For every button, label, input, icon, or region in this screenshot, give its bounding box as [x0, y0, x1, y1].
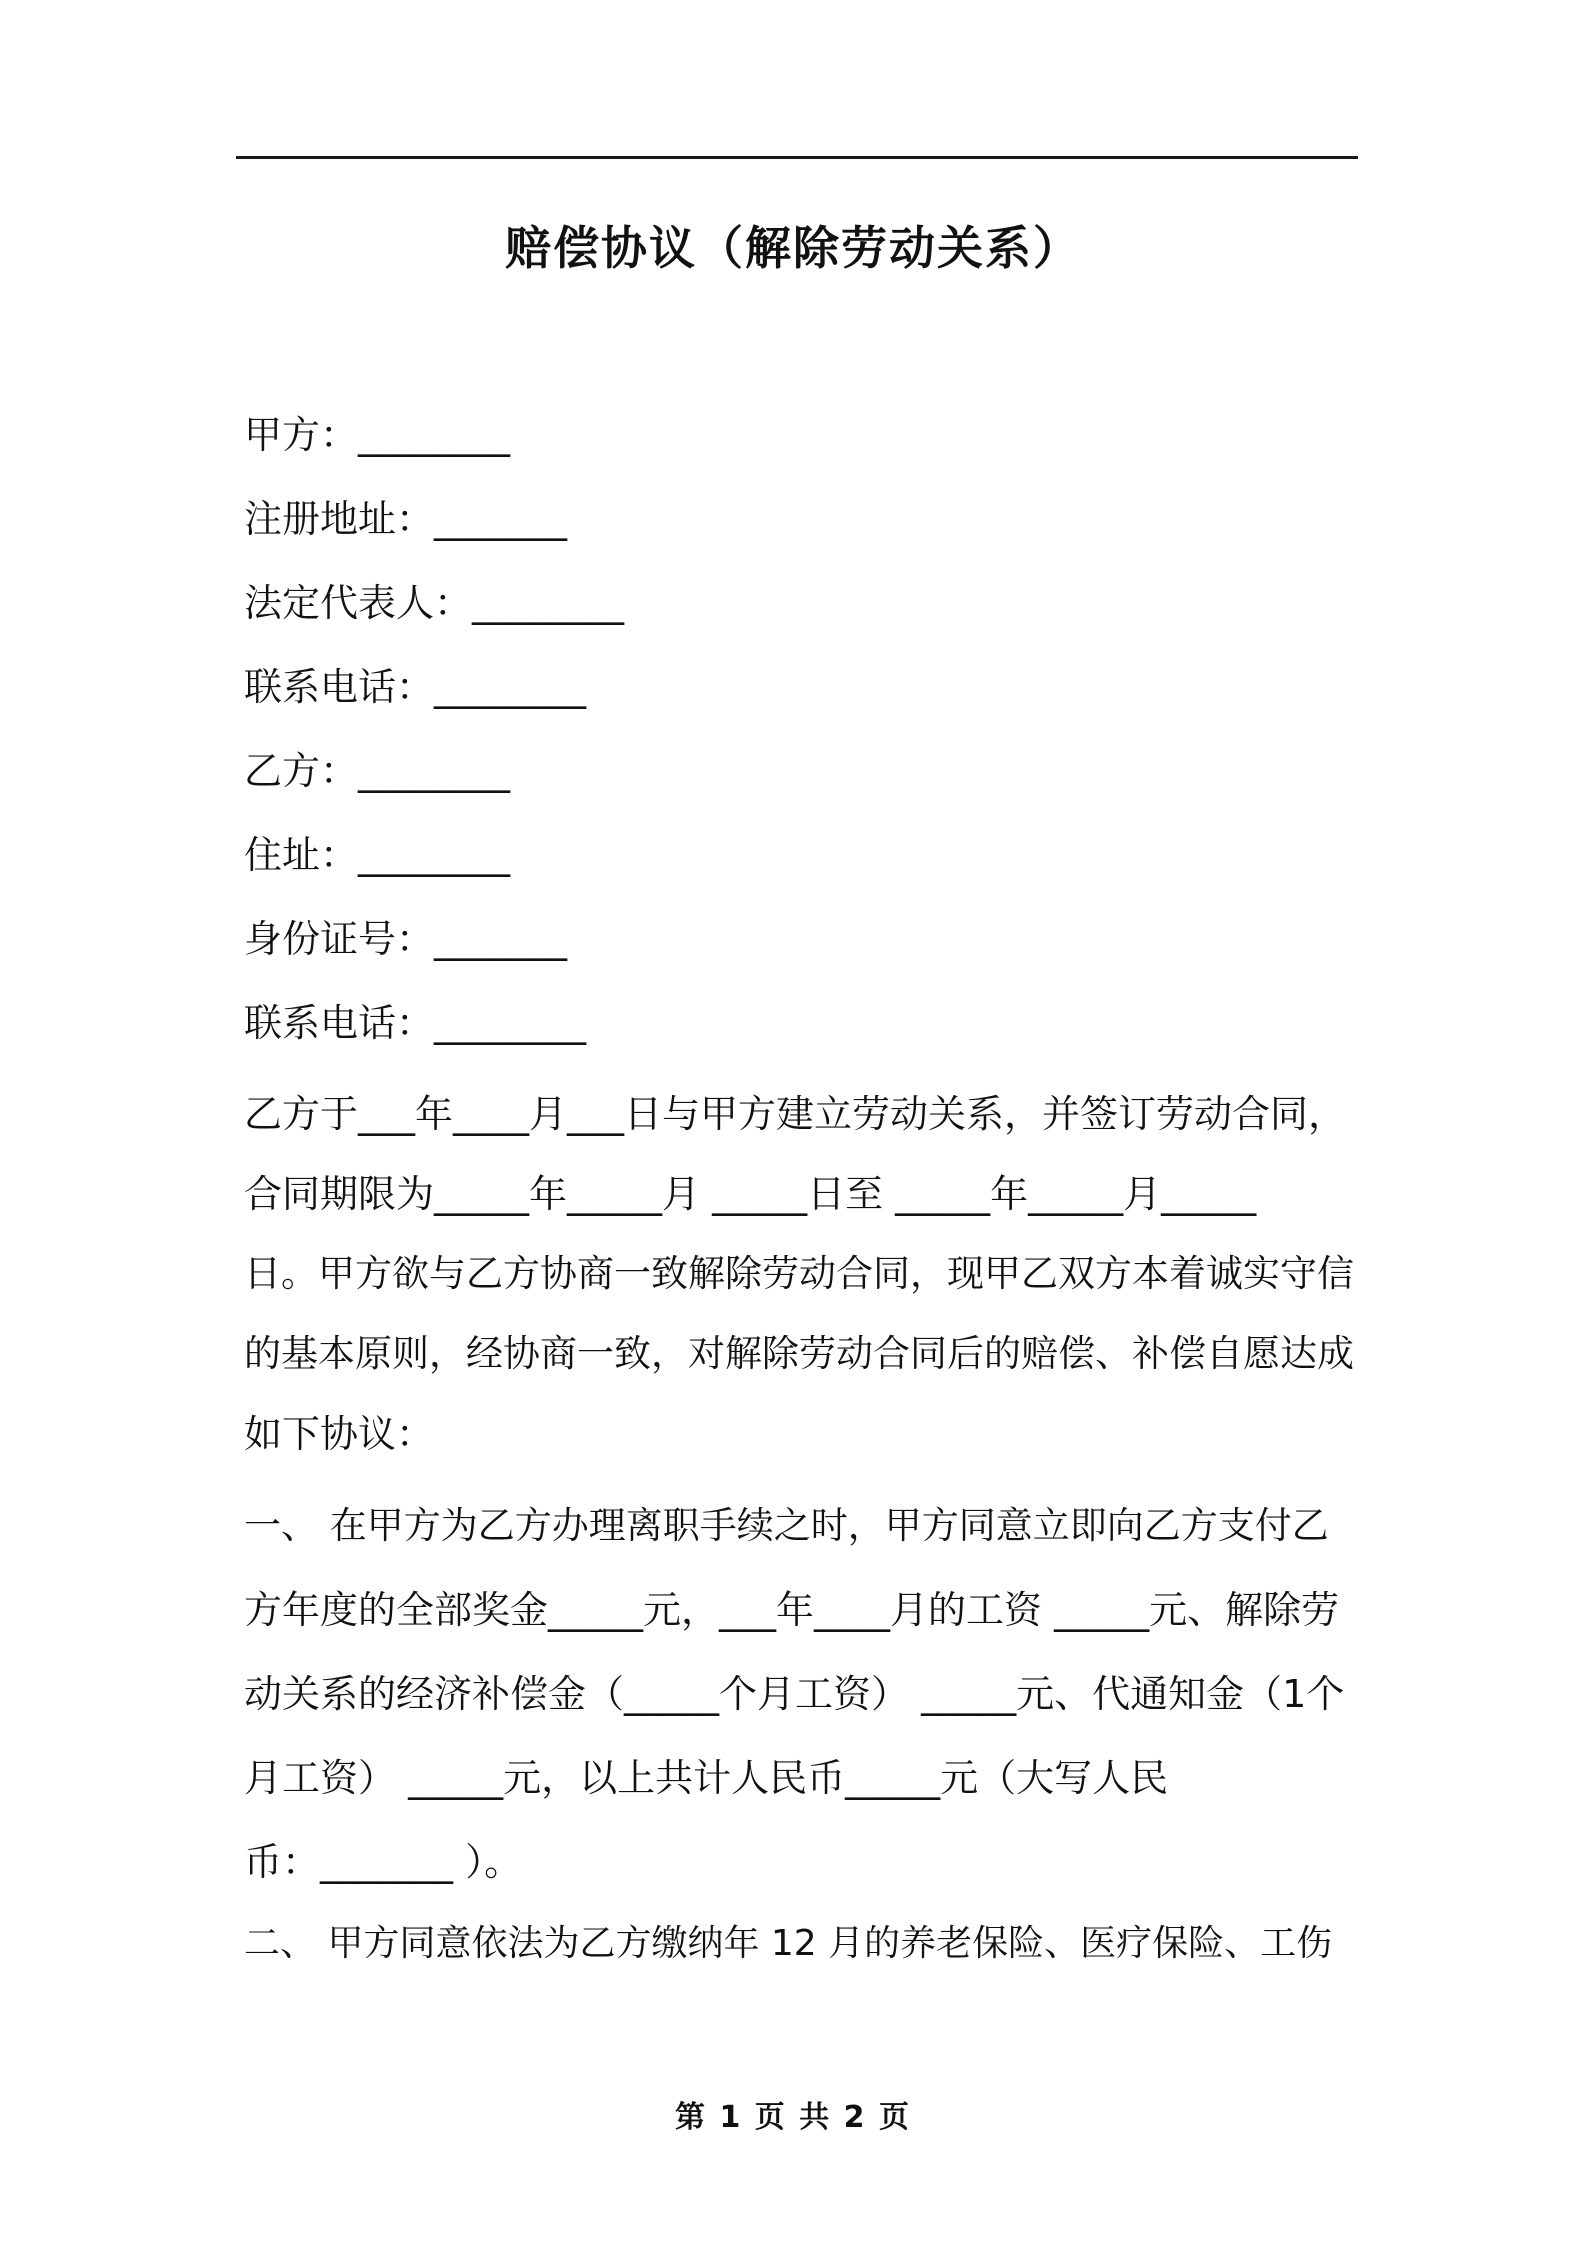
clause-1-line: 月工资） _____元，以上共计人民币_____元（大写人民 [244, 1756, 1169, 1800]
document-title: 赔偿协议（解除劳动关系） [505, 221, 1081, 275]
header-rule [236, 156, 1358, 159]
clause-2-line: 二、 甲方同意依法为乙方缴纳年 12 月的养老保险、医疗保险、工伤 [244, 1923, 1333, 1964]
party-b-name-field: 乙方：________ [244, 749, 511, 793]
intro-line: 的基本原则，经协商一致，对解除劳动合同后的赔偿、补偿自愿达成 [244, 1332, 1354, 1375]
intro-line: 乙方于___年____月___日与甲方建立劳动关系，并签订劳动合同， [244, 1092, 1347, 1136]
clause-1-line: 一、 在甲方为乙方办理离职手续之时，甲方同意立即向乙方支付乙 [244, 1504, 1329, 1547]
registered-address-field: 注册地址：_______ [244, 497, 568, 541]
legal-representative-field: 法定代表人：________ [244, 581, 625, 625]
intro-line: 如下协议： [244, 1412, 435, 1456]
clause-1-line: 币：_______ ）。 [244, 1840, 523, 1884]
intro-line: 日。甲方欲与乙方协商一致解除劳动合同，现甲乙双方本着诚实守信 [244, 1252, 1354, 1295]
id-number-field: 身份证号：_______ [244, 917, 568, 961]
clause-1-line: 动关系的经济补偿金（_____个月工资） _____元、代通知金（1个 [244, 1672, 1345, 1716]
party-a-name-field: 甲方：________ [244, 413, 511, 457]
clause-1-paragraph [244, 1484, 1356, 1904]
party-a-phone-field: 联系电话：________ [244, 665, 587, 709]
page-number-footer: 第 1 页 共 2 页 [675, 2100, 911, 2135]
intro-paragraph [244, 1074, 1356, 1474]
clause-2-paragraph [244, 1902, 1356, 1986]
party-b-address-field: 住址：________ [244, 833, 511, 877]
party-b-phone-field: 联系电话：________ [244, 1001, 587, 1045]
intro-line: 合同期限为_____年_____月 _____日至 _____年_____月_____ [244, 1172, 1257, 1216]
clause-1-line: 方年度的全部奖金_____元，___年____月的工资 _____元、解除劳 [244, 1588, 1340, 1632]
